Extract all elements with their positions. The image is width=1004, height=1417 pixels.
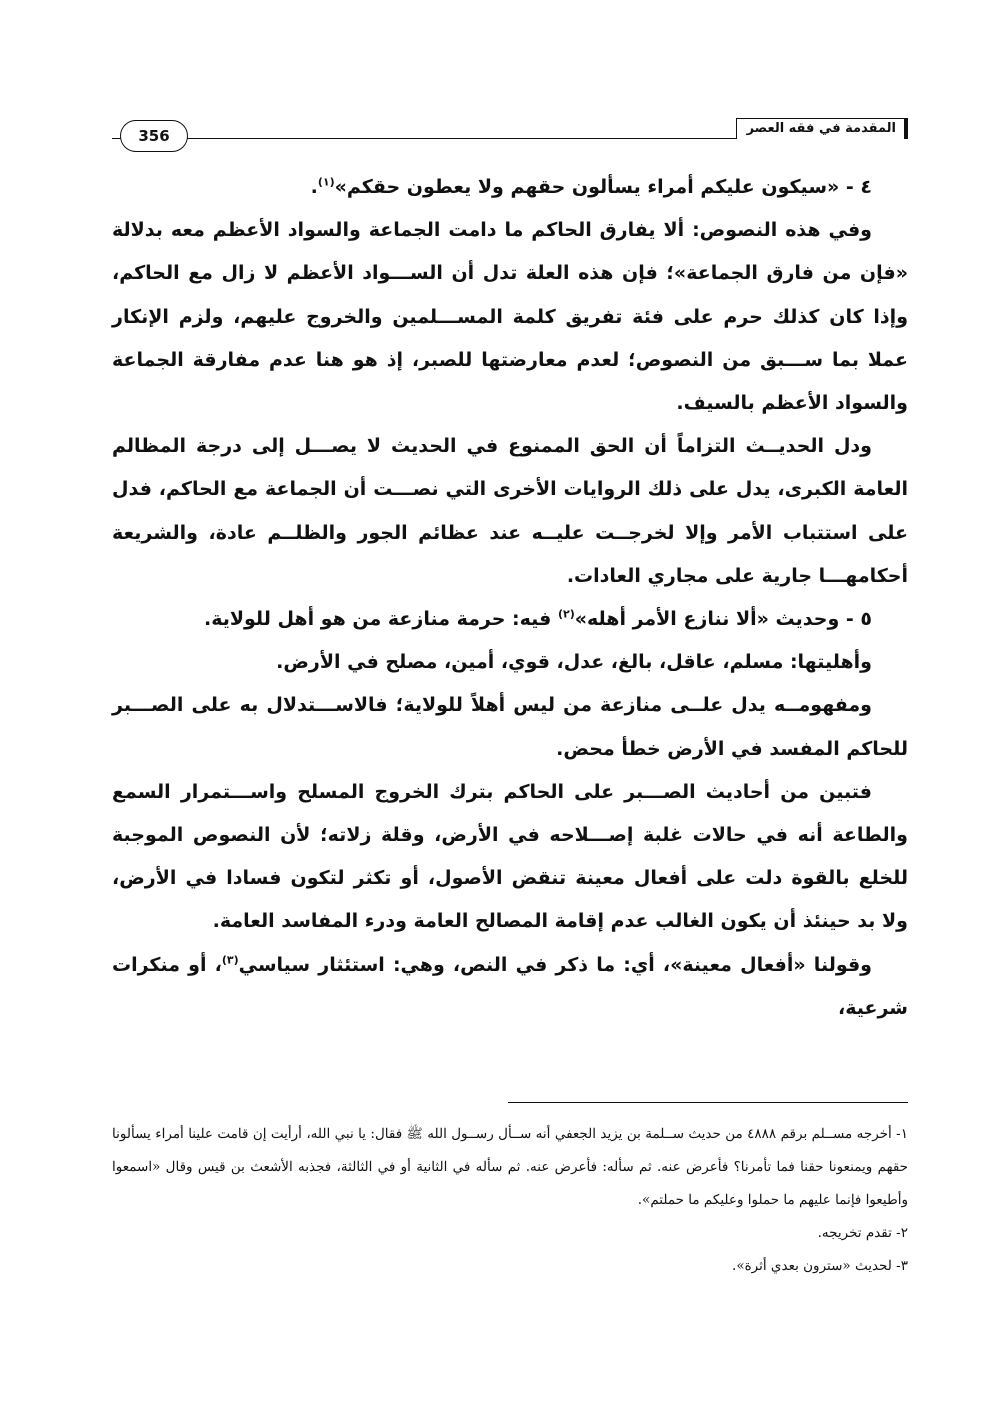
book-title: المقدمة في فقه العصر <box>736 118 908 139</box>
footnote-ref: (٢) <box>557 607 575 621</box>
paragraph: وقولنا «أفعال معينة»، أي: ما ذكر في النص، وهي: استئثار سياسي$^{(٣)}$، أو منكرات شرعية، <box>112 953 908 1019</box>
page-number: 356 <box>120 120 188 152</box>
paragraph: وفي هذه النصوص: ألا يفارق الحاكم ما دامت الجماعة والسواد الأعظم معه بدلالة «فإن من فارق الجماعة»؛ فإن هذه العلة تدل أن الســـواد الأعظم لا زال مع الحاكم، وإذا كان كذلك حرم على فئة تفريق كلمة المســـلمين والخروج عليهم، ولزم الإنكار عملا بما ســـبق من النصوص؛ لعدم معارضتها للصبر، إذ هو هنا عدم مفارقة الجماعة والسواد الأعظم بالسيف. <box>112 219 908 415</box>
footnote: ١- أخرجه مســلم برقم ٤٨٨٨ من حديث ســلمة بن يزيد الجعفي أنه ســأل رســول الله ﷺ فقال: يا نبي الله، أرأيت إن قامت علينا أمراء يسألونا حقهم ويمنعونا حقنا فما تأمرنا؟ فأعرض عنه. ثم سأله: فأعرض عنه. ثم سأله في الثانية أو في الثالثة، فجذبه الأشعث بن قيس وقال «اسمعوا وأطيعوا فإنما عليهم ما حملوا وعليكم ما حملتم». <box>112 1126 908 1208</box>
footnote-ref: (٣) <box>221 953 239 967</box>
footnote: ٣- لحديث «سترون بعدي أثرة». <box>732 1258 908 1274</box>
footnotes <box>112 1118 908 1283</box>
footnote-separator <box>508 1102 908 1103</box>
footnote-ref: (١) <box>317 175 335 189</box>
paragraph: ومفهومــه يدل علــى منازعة من ليس أهلاً للولاية؛ فالاســـتدلال به على الصـــبر للحاكم المفسد في الأرض خطأ محض. <box>112 694 908 760</box>
paragraph: وأهليتها: مسلم، عاقل، بالغ، عدل، قوي، أمين، مصلح في الأرض. <box>276 651 872 674</box>
main-text <box>112 166 908 1030</box>
paragraph: ٤ - «سيكون عليكم أمراء يسألون حقهم ولا يعطون حقكم»$^{(١)}$. <box>310 175 872 198</box>
footnote: ٢- تقدم تخريجه. <box>817 1225 908 1241</box>
paragraph: ٥ - وحديث «ألا ننازع الأمر أهله»$^{(٢)}$ فيه: حرمة منازعة من هو أهل للولاية. <box>204 607 872 631</box>
paragraph: ودل الحديــث التزاماً أن الحق الممنوع في الحديث لا يصـــل إلى درجة المظالم العامة الكبرى، يدل على ذلك الروايات الأخرى التي نصـــت أن الجماعة مع الحاكم، فدل على استتباب الأمر وإلا لخرجــت عليــه عند عظائم الجور والظلــم عادة، والشريعة أحكامهـــا جارية على مجاري العادات. <box>112 435 908 587</box>
running-header <box>112 112 908 152</box>
paragraph: فتبين من أحاديث الصـــبر على الحاكم بترك الخروج المسلح واســـتمرار السمع والطاعة أنه في حالات غلبة إصـــلاحه في الأرض، وقلة زلاته؛ لأن النصوص الموجبة للخلع بالقوة دلت على أفعال معينة تنقض الأصول، أو تكثر لتكون فسادا في الأرض، ولا بد حينئذ أن يكون الغالب عدم إقامة المصالح العامة ودرء المفاسد العامة. <box>112 780 908 933</box>
